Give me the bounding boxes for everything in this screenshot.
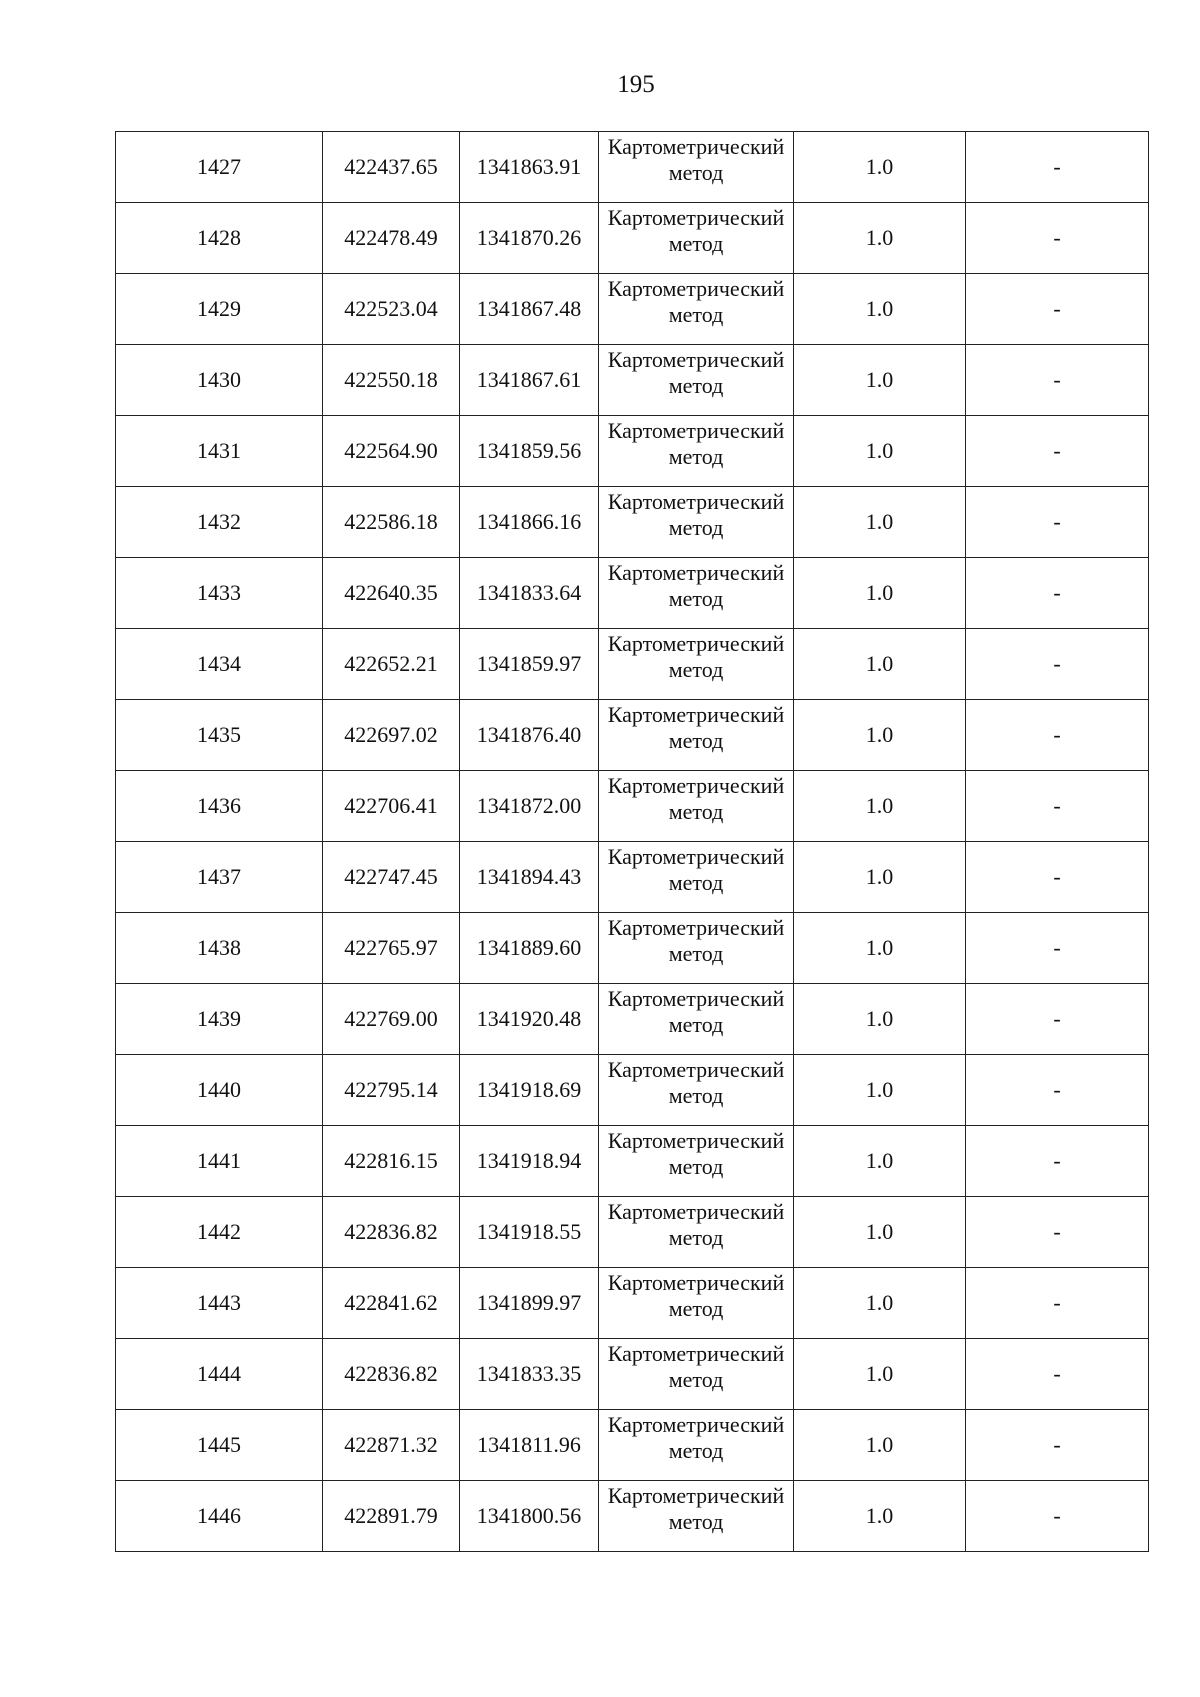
- method-cell: Картометрический метод: [599, 1339, 794, 1410]
- page-number: 195: [617, 71, 655, 98]
- x-coordinate-cell: 422765.97: [323, 913, 460, 984]
- y-coordinate-cell: 1341859.56: [460, 416, 599, 487]
- point-number-cell: 1428: [116, 203, 323, 274]
- y-coordinate-cell: 1341811.96: [460, 1410, 599, 1481]
- table-row: [116, 1268, 1149, 1339]
- x-coordinate-cell: 422871.32: [323, 1410, 460, 1481]
- method-cell: Картометрический метод: [599, 913, 794, 984]
- method-cell: Картометрический метод: [599, 1268, 794, 1339]
- method-cell: Картометрический метод: [599, 558, 794, 629]
- note-cell: -: [966, 1481, 1149, 1552]
- y-coordinate-cell: 1341833.35: [460, 1339, 599, 1410]
- x-coordinate-cell: 422706.41: [323, 771, 460, 842]
- point-number-cell: 1427: [116, 132, 323, 203]
- y-coordinate-cell: 1341920.48: [460, 984, 599, 1055]
- x-coordinate-cell: 422891.79: [323, 1481, 460, 1552]
- note-cell: -: [966, 1410, 1149, 1481]
- y-coordinate-cell: 1341866.16: [460, 487, 599, 558]
- accuracy-cell: 1.0: [794, 842, 966, 913]
- accuracy-cell: 1.0: [794, 629, 966, 700]
- y-coordinate-cell: 1341918.94: [460, 1126, 599, 1197]
- point-number-cell: 1444: [116, 1339, 323, 1410]
- table-row: [116, 1055, 1149, 1126]
- table-row: [116, 345, 1149, 416]
- table-row: [116, 203, 1149, 274]
- y-coordinate-cell: 1341889.60: [460, 913, 599, 984]
- point-number-cell: 1438: [116, 913, 323, 984]
- accuracy-cell: 1.0: [794, 558, 966, 629]
- note-cell: -: [966, 558, 1149, 629]
- method-cell: Картометрический метод: [599, 1481, 794, 1552]
- x-coordinate-cell: 422564.90: [323, 416, 460, 487]
- note-cell: -: [966, 700, 1149, 771]
- x-coordinate-cell: 422586.18: [323, 487, 460, 558]
- table-row: [116, 1197, 1149, 1268]
- y-coordinate-cell: 1341870.26: [460, 203, 599, 274]
- accuracy-cell: 1.0: [794, 1126, 966, 1197]
- x-coordinate-cell: 422652.21: [323, 629, 460, 700]
- note-cell: -: [966, 487, 1149, 558]
- method-cell: Картометрический метод: [599, 984, 794, 1055]
- y-coordinate-cell: 1341863.91: [460, 132, 599, 203]
- table-row: [116, 771, 1149, 842]
- accuracy-cell: 1.0: [794, 771, 966, 842]
- accuracy-cell: 1.0: [794, 1055, 966, 1126]
- point-number-cell: 1446: [116, 1481, 323, 1552]
- table-row: [116, 1339, 1149, 1410]
- method-cell: Картометрический метод: [599, 274, 794, 345]
- table-row: [116, 1481, 1149, 1552]
- accuracy-cell: 1.0: [794, 1481, 966, 1552]
- table-row: [116, 558, 1149, 629]
- point-number-cell: 1442: [116, 1197, 323, 1268]
- point-number-cell: 1437: [116, 842, 323, 913]
- y-coordinate-cell: 1341867.48: [460, 274, 599, 345]
- y-coordinate-cell: 1341918.55: [460, 1197, 599, 1268]
- note-cell: -: [966, 1339, 1149, 1410]
- method-cell: Картометрический метод: [599, 1410, 794, 1481]
- accuracy-cell: 1.0: [794, 1339, 966, 1410]
- method-cell: Картометрический метод: [599, 132, 794, 203]
- table-row: [116, 274, 1149, 345]
- y-coordinate-cell: 1341867.61: [460, 345, 599, 416]
- point-number-cell: 1445: [116, 1410, 323, 1481]
- table-row: [116, 132, 1149, 203]
- y-coordinate-cell: 1341859.97: [460, 629, 599, 700]
- note-cell: -: [966, 842, 1149, 913]
- accuracy-cell: 1.0: [794, 1268, 966, 1339]
- accuracy-cell: 1.0: [794, 274, 966, 345]
- note-cell: -: [966, 416, 1149, 487]
- point-number-cell: 1432: [116, 487, 323, 558]
- table-row: [116, 1410, 1149, 1481]
- x-coordinate-cell: 422550.18: [323, 345, 460, 416]
- note-cell: -: [966, 345, 1149, 416]
- x-coordinate-cell: 422795.14: [323, 1055, 460, 1126]
- accuracy-cell: 1.0: [794, 416, 966, 487]
- point-number-cell: 1434: [116, 629, 323, 700]
- x-coordinate-cell: 422640.35: [323, 558, 460, 629]
- y-coordinate-cell: 1341872.00: [460, 771, 599, 842]
- point-number-cell: 1443: [116, 1268, 323, 1339]
- method-cell: Картометрический метод: [599, 629, 794, 700]
- y-coordinate-cell: 1341899.97: [460, 1268, 599, 1339]
- x-coordinate-cell: 422697.02: [323, 700, 460, 771]
- point-number-cell: 1441: [116, 1126, 323, 1197]
- y-coordinate-cell: 1341800.56: [460, 1481, 599, 1552]
- note-cell: -: [966, 1055, 1149, 1126]
- note-cell: -: [966, 984, 1149, 1055]
- note-cell: -: [966, 629, 1149, 700]
- x-coordinate-cell: 422841.62: [323, 1268, 460, 1339]
- method-cell: Картометрический метод: [599, 203, 794, 274]
- table-row: [116, 1126, 1149, 1197]
- y-coordinate-cell: 1341876.40: [460, 700, 599, 771]
- accuracy-cell: 1.0: [794, 132, 966, 203]
- table-row: [116, 416, 1149, 487]
- method-cell: Картометрический метод: [599, 487, 794, 558]
- note-cell: -: [966, 203, 1149, 274]
- method-cell: Картометрический метод: [599, 842, 794, 913]
- accuracy-cell: 1.0: [794, 1410, 966, 1481]
- y-coordinate-cell: 1341833.64: [460, 558, 599, 629]
- note-cell: -: [966, 913, 1149, 984]
- x-coordinate-cell: 422816.15: [323, 1126, 460, 1197]
- note-cell: -: [966, 771, 1149, 842]
- method-cell: Картометрический метод: [599, 416, 794, 487]
- note-cell: -: [966, 1197, 1149, 1268]
- method-cell: Картометрический метод: [599, 1126, 794, 1197]
- point-number-cell: 1435: [116, 700, 323, 771]
- note-cell: -: [966, 274, 1149, 345]
- note-cell: -: [966, 1126, 1149, 1197]
- method-cell: Картометрический метод: [599, 345, 794, 416]
- note-cell: -: [966, 132, 1149, 203]
- point-number-cell: 1433: [116, 558, 323, 629]
- point-number-cell: 1429: [116, 274, 323, 345]
- table-row: [116, 700, 1149, 771]
- x-coordinate-cell: 422836.82: [323, 1197, 460, 1268]
- x-coordinate-cell: 422437.65: [323, 132, 460, 203]
- accuracy-cell: 1.0: [794, 1197, 966, 1268]
- coordinates-table: [115, 131, 1149, 1552]
- accuracy-cell: 1.0: [794, 203, 966, 274]
- accuracy-cell: 1.0: [794, 487, 966, 558]
- method-cell: Картометрический метод: [599, 700, 794, 771]
- accuracy-cell: 1.0: [794, 984, 966, 1055]
- x-coordinate-cell: 422836.82: [323, 1339, 460, 1410]
- table-row: [116, 984, 1149, 1055]
- x-coordinate-cell: 422478.49: [323, 203, 460, 274]
- table-row: [116, 913, 1149, 984]
- point-number-cell: 1439: [116, 984, 323, 1055]
- method-cell: Картометрический метод: [599, 771, 794, 842]
- table-row: [116, 629, 1149, 700]
- x-coordinate-cell: 422747.45: [323, 842, 460, 913]
- point-number-cell: 1430: [116, 345, 323, 416]
- coordinates-table-body: [116, 132, 1149, 1552]
- x-coordinate-cell: 422769.00: [323, 984, 460, 1055]
- y-coordinate-cell: 1341894.43: [460, 842, 599, 913]
- table-row: [116, 487, 1149, 558]
- method-cell: Картометрический метод: [599, 1055, 794, 1126]
- table-row: [116, 842, 1149, 913]
- note-cell: -: [966, 1268, 1149, 1339]
- accuracy-cell: 1.0: [794, 700, 966, 771]
- y-coordinate-cell: 1341918.69: [460, 1055, 599, 1126]
- point-number-cell: 1440: [116, 1055, 323, 1126]
- point-number-cell: 1431: [116, 416, 323, 487]
- point-number-cell: 1436: [116, 771, 323, 842]
- accuracy-cell: 1.0: [794, 913, 966, 984]
- x-coordinate-cell: 422523.04: [323, 274, 460, 345]
- accuracy-cell: 1.0: [794, 345, 966, 416]
- method-cell: Картометрический метод: [599, 1197, 794, 1268]
